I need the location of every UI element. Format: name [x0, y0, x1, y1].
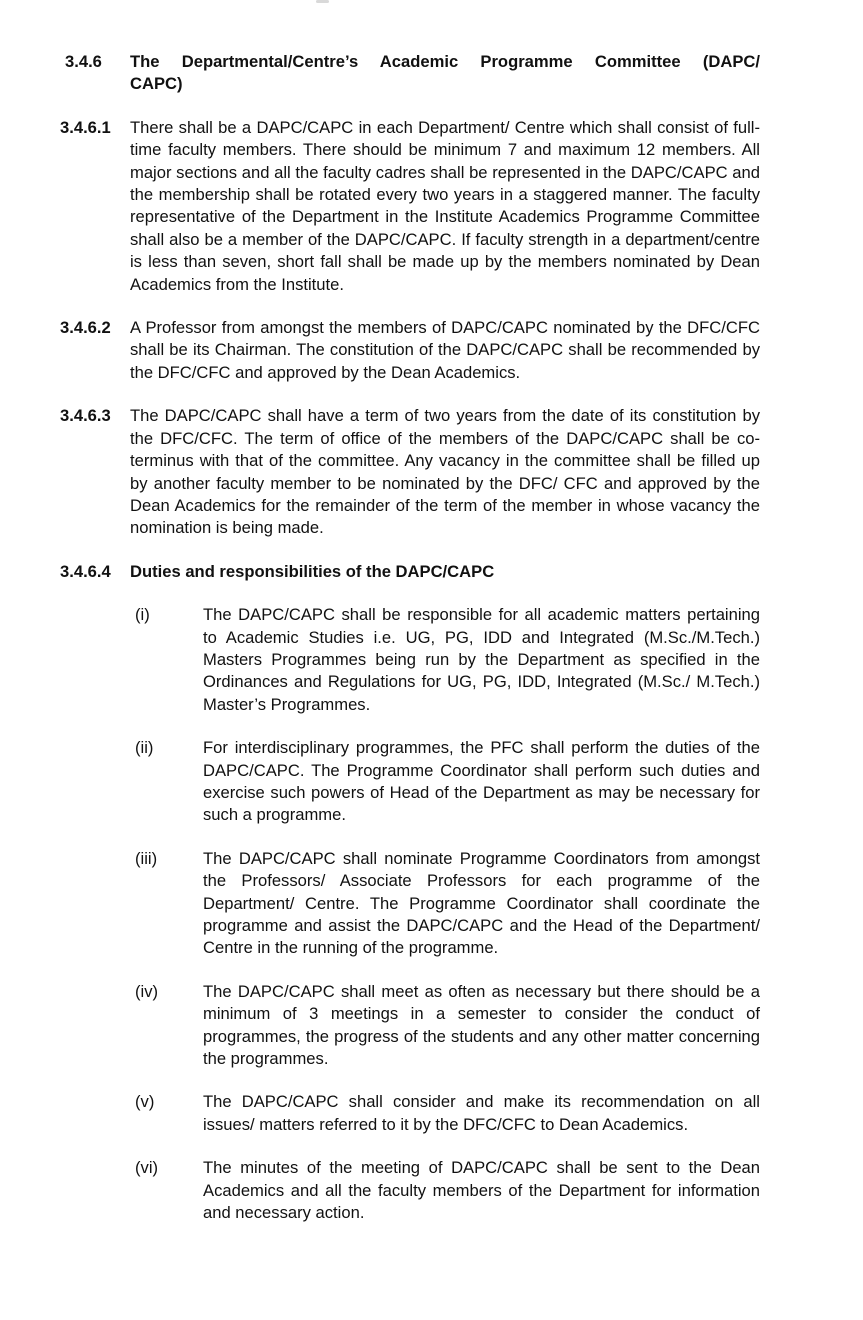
list-item-i — [135, 604, 760, 716]
clause-3463-number: 3.4.6.3 — [60, 406, 111, 426]
section-heading-title-line1: The Departmental/Centre’s Academic Programme Committee (DAPC/ — [130, 52, 760, 71]
list-item-iii — [135, 848, 760, 960]
list-item-v-marker: (v) — [135, 1092, 155, 1112]
subsection-heading-title: Duties and responsibilities of the DAPC/CAPC — [130, 561, 495, 581]
list-item-vi-text: The minutes of the meeting of DAPC/CAPC shall be sent to the Dean Academics and all the faculty members of the Department for information and necessary action. — [203, 1158, 760, 1223]
list-item-iv — [135, 981, 760, 1071]
clause-3461-text: There shall be a DAPC/CAPC in each Department/ Centre which shall consist of full-time faculty members. There should be minimum 7 and maximum 12 members. All major sections and all the faculty cadres shall be represented in the DAPC/CAPC and the membership shall be rotated every two years in a staggered manner. The faculty representative of the Department in the Institute Academics Programme Committee shall also be a member of the DAPC/CAPC. If faculty strength in a department/centre is less than seven, short fall shall be made up by the members nominated by Dean Academics from the Institute. — [130, 117, 760, 294]
section-heading-title-line2: CAPC) — [130, 74, 183, 94]
list-item-iii-text: The DAPC/CAPC shall nominate Programme Coordinators from amongst the Professors/ Associate Professors for each programme of the Department/ Centre. The Programme Coordinator shall coordinate the programme and assist the DAPC/CAPC and the Head of the Department/ Centre in the running of the programme. — [203, 848, 760, 958]
clause-3463-text: The DAPC/CAPC shall have a term of two years from the date of its constitution by the DFC/CFC. The term of office of the members of the DAPC/CAPC shall be co-terminus with that of the committee. Any vacancy in the committee shall be filled up by another faculty member to be nominated by the DFC/ CFC and approved by the Dean Academics for the remainder of the term of the member in whose vacancy the nomination is being made. — [130, 406, 760, 538]
list-item-v — [135, 1091, 760, 1136]
section-heading-number: 3.4.6 — [65, 52, 102, 71]
clause-3461-number: 3.4.6.1 — [60, 117, 111, 137]
clause-3463 — [60, 405, 760, 539]
list-item-iv-text: The DAPC/CAPC shall meet as often as necessary but there should be a minimum of 3 meetings in a semester to consider the conduct of programmes, the progress of the students and any other matter concerning the programmes. — [203, 981, 760, 1069]
scan-artifact — [316, 0, 329, 3]
clause-3462-number: 3.4.6.2 — [60, 318, 111, 338]
list-item-iii-marker: (iii) — [135, 848, 158, 868]
section-heading — [60, 51, 760, 96]
list-item-i-marker: (i) — [135, 605, 150, 625]
list-item-ii-text: For interdisciplinary programmes, the PFC shall perform the duties of the DAPC/CAPC. The Programme Coordinator shall perform such duties and exercise such powers of Head of the Department as may be necessary for such a programme. — [203, 738, 760, 825]
list-item-ii — [135, 737, 760, 827]
subsection-heading — [60, 561, 760, 583]
clause-3461 — [60, 117, 760, 296]
section-heading-title — [130, 51, 760, 96]
list-item-iv-marker: (iv) — [135, 981, 159, 1001]
subsection-heading-number: 3.4.6.4 — [60, 561, 111, 581]
list-item-ii-marker: (ii) — [135, 738, 154, 758]
list-item-v-text: The DAPC/CAPC shall consider and make its recommendation on all issues/ matters referred to it by the DFC/CFC to Dean Academics. — [203, 1092, 760, 1134]
list-item-vi-marker: (vi) — [135, 1158, 159, 1178]
list-item-vi — [135, 1157, 760, 1224]
list-item-i-text: The DAPC/CAPC shall be responsible for all academic matters pertaining to Academic Studies i.e. UG, PG, IDD and Integrated (M.Sc./M.Tech.) Masters Programmes being run by the Department as specified in the Ordinances and Regulations for UG, PG, IDD, Integrated (M.Sc./ M.Tech.) Master’s Programmes. — [203, 605, 760, 714]
clause-3462 — [60, 317, 760, 384]
clause-3462-text: A Professor from amongst the members of DAPC/CAPC nominated by the DFC/CFC shall be its Chairman. The constitution of the DAPC/CAPC shall be recommended by the DFC/CFC and approved by the Dean Academics. — [130, 318, 760, 382]
